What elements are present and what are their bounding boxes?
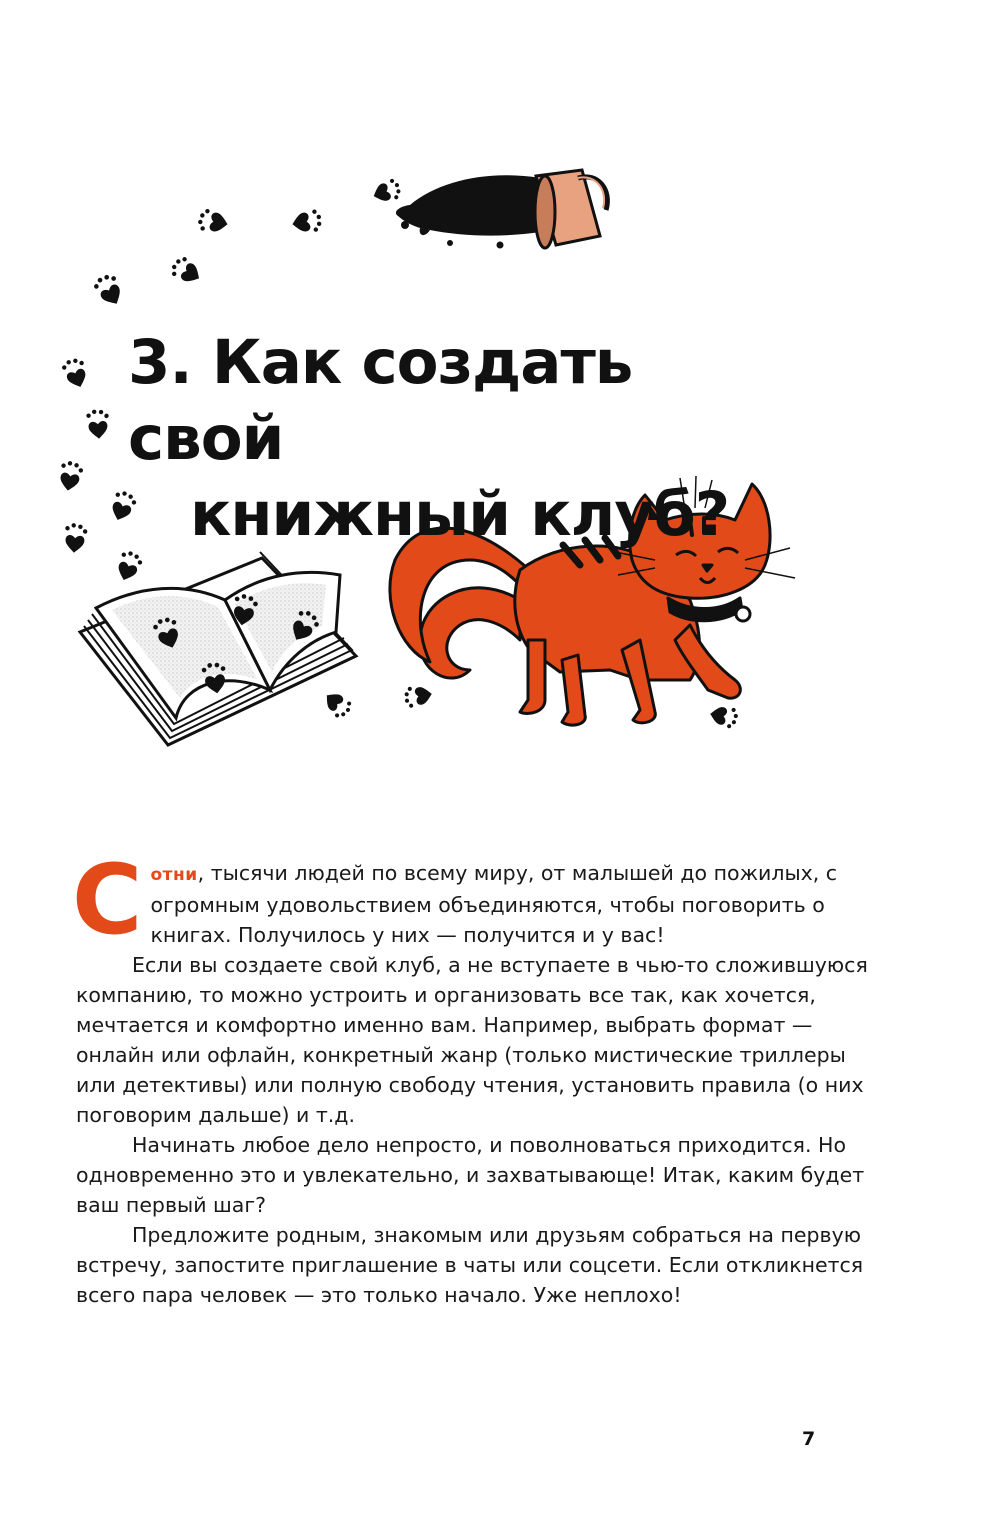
intro-paragraph xyxy=(72,844,886,956)
open-book-icon xyxy=(80,552,356,745)
chapter-body-text xyxy=(72,844,886,1310)
chapter-title-line2: книжный клуб? xyxy=(190,479,730,550)
page-number: 7 xyxy=(802,1428,816,1450)
body-paragraph: Предложите родным, знакомым или друзьям собраться на первую встречу, запостите приглашение в чаты или соцсети. Если откликнется всего пара человек — это только начало. Уже неплохо! xyxy=(76,1223,864,1307)
chapter-title-line1: 3. Как создать свой xyxy=(128,327,633,474)
intro-paragraph-text: , тысячи людей по всему миру, от малышей до пожилых, с огромным удовольствием объединяются, чтобы поговорить о книгах. Получилось у них — получится и у вас! xyxy=(150,861,838,947)
body-paragraph: Если вы создаете свой клуб, а не вступаете в чью-то сложившуюся компанию, то можно устроить и организовать все так, как хочется, мечтается и комфортно именно вам. Например, выбрать формат — онлайн или офлайн, конкретный жанр (только мистические триллеры или детективы) или полную свободу чтения, установить правила (о них поговорим дальше) и т.д. xyxy=(76,953,868,1127)
lead-word: отни xyxy=(150,865,198,885)
drop-cap: С xyxy=(72,844,143,956)
chapter-title xyxy=(128,325,768,553)
spilled-cup-icon xyxy=(396,170,607,249)
body-paragraph: Начинать любое дело непросто, и поволноваться приходится. Но одновременно это и увлекательно, и захватывающе! Итак, каким будет ваш первый шаг? xyxy=(76,1133,865,1217)
